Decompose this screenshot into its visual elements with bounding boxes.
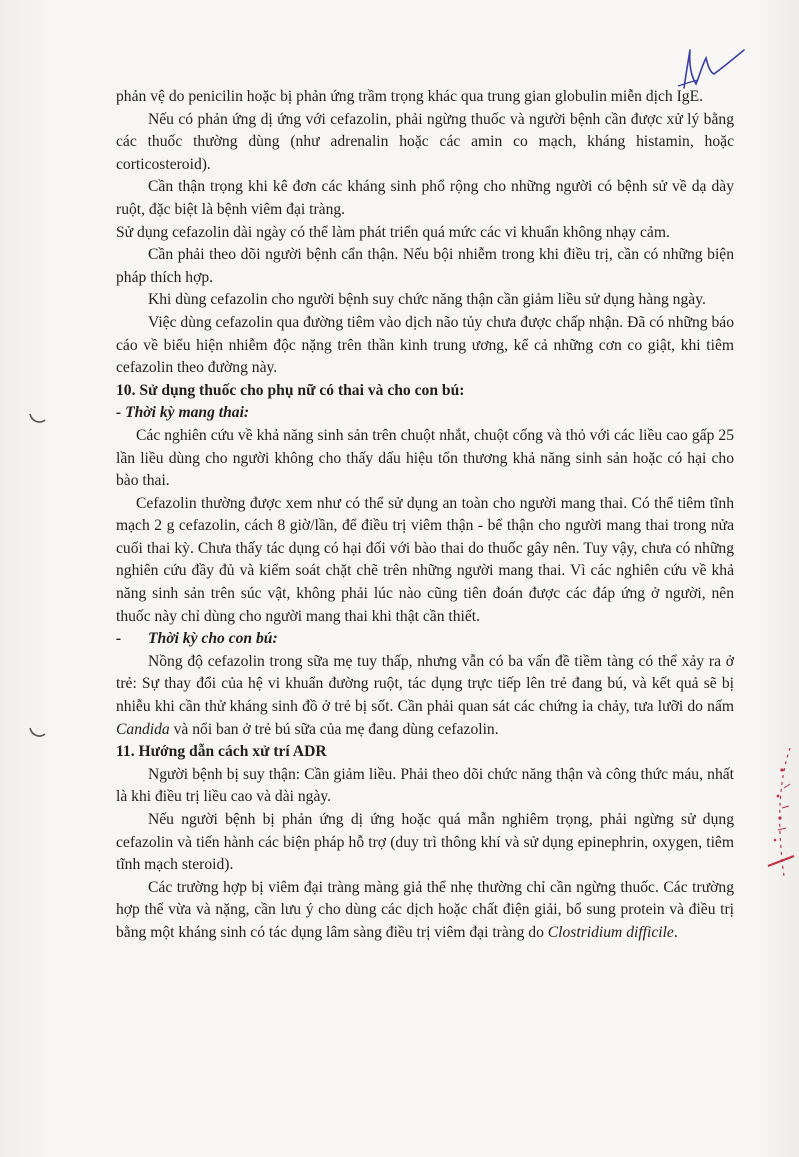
lactation-title: Thời kỳ cho con bú:	[148, 630, 278, 648]
text-run: và nổi ban ở trẻ bú sữa của mẹ đang dùng cefazolin.	[169, 720, 499, 738]
text-run: Nồng độ cefazolin trong sữa mẹ tuy thấp, nhưng vẫn có ba vấn đề tiềm tàng có thể xảy ra ở trẻ: Sự thay đổi của hệ vi khuẩn đường ruột, tác dụng trực tiếp lên trẻ đang bú, và kết quả sẽ bị nhiễu khi cần thử kháng sinh đồ ở trẻ bị sốt. Cần phải quan sát các chứng ỉa chảy, tưa lưỡi do nấm	[116, 652, 734, 716]
italic-organism: Clostridium difficile	[547, 923, 674, 941]
paragraph-breast-milk	[116, 651, 734, 741]
section-10-heading: 10. Sử dụng thuốc cho phụ nữ có thai và cho con bú:	[116, 381, 465, 399]
section-11-heading: 11. Hướng dẫn cách xử trí ADR	[116, 743, 327, 761]
paragraph-hypersensitivity: Nếu người bệnh bị phản ứng dị ứng hoặc quá mẫn nghiêm trọng, phải ngừng sử dụng cefazolin và tiến hành các biện pháp hỗ trợ (duy trì thông khí và sử dụng epinephrin, oxygen, tiêm tĩnh mạch steroid).	[116, 811, 734, 874]
paragraph-pregnancy-safety: Cefazolin thường được xem như có thể sử dụng an toàn cho người mang thai. Có thể tiêm tĩnh mạch 2 g cefazolin, cách 8 giờ/lần, để điều trị viêm thận - bể thận cho người mang thai trong nửa cuối thai kỳ. Chưa thấy tác dụng có hại đối với bào thai do thuốc gây nên. Tuy vậy, chưa có những nghiên cứu đầy đủ và kiểm soát chặt chẽ trên những người mang thai. Vì các nghiên cứu về khả năng sinh sản trên súc vật, không phải lúc nào cũng tiên đoán được các đáp ứng ở người, nên thuốc này chỉ dùng cho người mang thai khi thật cần thiết.	[116, 494, 734, 625]
paragraph-reproduction-studies: Các nghiên cứu về khả năng sinh sản trên chuột nhắt, chuột cống và thỏ với các liều cao gấp 25 lần liều dùng cho người không cho thấy dấu hiệu tổn thương khả năng sinh sản hoặc có hại cho bào thai.	[116, 426, 734, 490]
paragraph-colitis	[116, 877, 734, 945]
punch-hole-mark	[28, 726, 46, 740]
paragraph-monitoring: Cần phải theo dõi người bệnh cẩn thận. Nếu bội nhiễm trong khi điều trị, cần có những biện pháp thích hợp.	[116, 246, 734, 286]
paragraph-intrathecal: Việc dùng cefazolin qua đường tiêm vào dịch não tủy chưa được chấp nhận. Đã có những báo cáo về biểu hiện nhiễm độc nặng trên thần kinh trung ương, kể cả những cơn co giật, khi tiêm cefazolin theo đường này.	[116, 313, 734, 377]
document-body	[116, 86, 734, 945]
pregnancy-subheading: - Thời kỳ mang thai:	[116, 404, 250, 422]
paragraph-allergy: Nếu có phản ứng dị ứng với cefazolin, phải ngừng thuốc và người bệnh cần được xử lý bằng các thuốc thường dùng (như adrenalin hoặc các amin co mạch, kháng histamin, hoặc corticosteroid).	[116, 110, 734, 173]
partial-red-stamp	[760, 748, 798, 878]
paragraph-gi-history: Cần thận trọng khi kê đơn các kháng sinh phổ rộng cho những người có bệnh sử về dạ dày ruột, đặc biệt là bệnh viêm đại tràng.	[116, 178, 734, 218]
list-dash: -	[116, 630, 122, 648]
paragraph-anaphylaxis: phản vệ do penicilin hoặc bị phản ứng trầm trọng khác qua trung gian globulin miễn dịch IgE.	[116, 88, 704, 105]
paragraph-renal: Khi dùng cefazolin cho người bệnh suy chức năng thận cần giảm liều sử dụng hàng ngày.	[148, 291, 706, 309]
text-run: .	[673, 923, 678, 941]
paragraph-long-term-use: Sử dụng cefazolin dài ngày có thể làm phát triển quá mức các vi khuẩn không nhạy cảm.	[116, 223, 670, 241]
punch-hole-mark	[28, 412, 46, 426]
text-run: Các trường hợp bị viêm đại tràng màng giả thể nhẹ thường chỉ cần ngừng thuốc. Các trường hợp thể vừa và nặng, cần lưu ý cho dùng các dịch hoặc chất điện giải, bổ sung protein và điều trị bằng một kháng sinh có tác dụng lâm sàng điều trị viêm đại tràng do	[116, 878, 734, 941]
paragraph-renal-failure: Người bệnh bị suy thận: Cần giảm liều. Phải theo dõi chức năng thận và công thức máu, nhất là khi điều trị liều cao và dài ngày.	[116, 765, 734, 806]
lactation-subheading	[116, 628, 734, 651]
italic-organism: Candida	[116, 720, 170, 738]
